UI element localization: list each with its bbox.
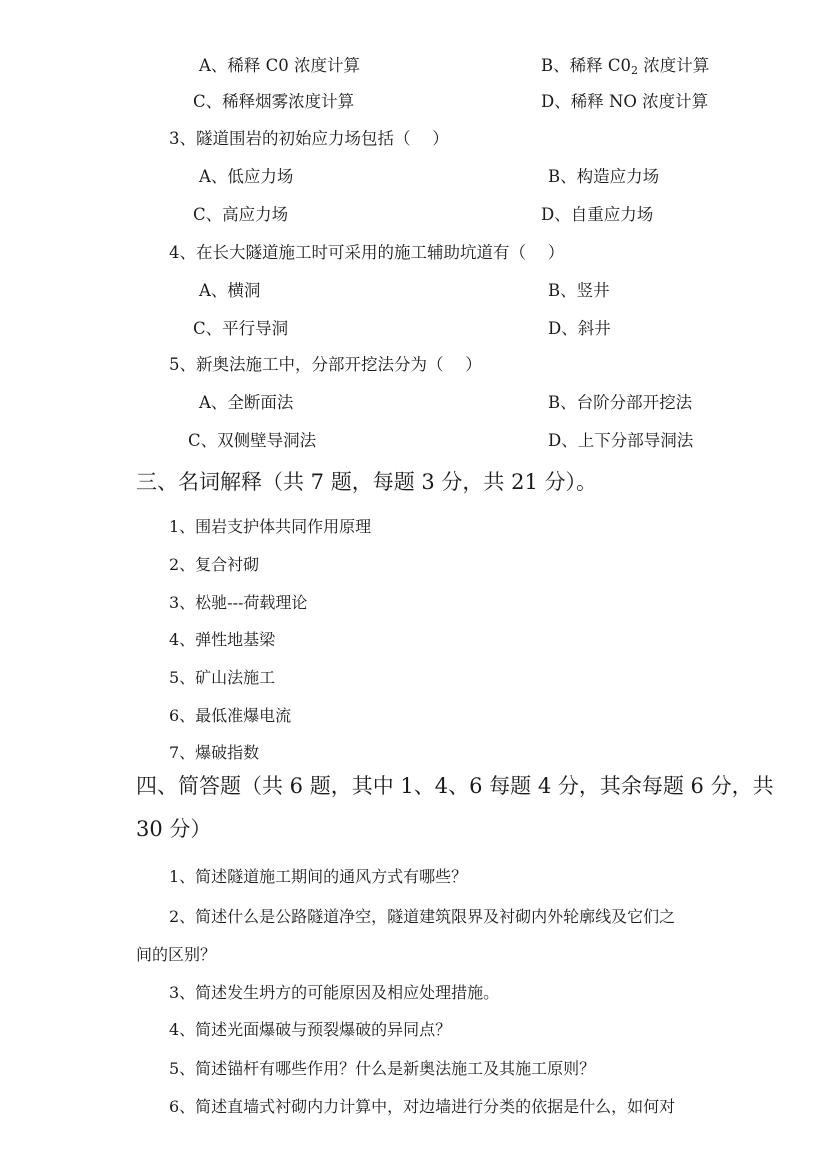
section4-item: 3、简述发生坍方的可能原因及相应处理措施。 (169, 983, 500, 1002)
section4-item: 1、简述隧道施工期间的通风方式有哪些？ (169, 867, 468, 886)
q4-option-c: C、平行导洞 (193, 319, 289, 338)
q5-stem: 5、新奥法施工中，分部开挖法分为（ ） (169, 355, 482, 374)
section3-item: 2、复合衬砌 (169, 555, 260, 574)
q4-option-d: D、斜井 (548, 319, 611, 338)
q2-option-a: A、稀释 C0 浓度计算 (199, 56, 361, 75)
q4-option-b: B、竖井 (548, 281, 610, 300)
section4-heading-line2: 30 分） (136, 817, 212, 841)
section4-item: 6、简述直墙式衬砌内力计算中，对边墙进行分类的依据是什么，如何对 (169, 1097, 676, 1116)
q5-option-c: C、双侧壁导洞法 (188, 431, 317, 450)
q4-option-a: A、横洞 (199, 281, 261, 300)
section4-item-continuation: 间的区别？ (136, 945, 217, 964)
q3-option-c: C、高应力场 (193, 205, 289, 224)
section3-item: 7、爆破指数 (169, 743, 260, 762)
q2-option-b-subscript: 2 (631, 64, 638, 77)
section3-item: 4、弹性地基梁 (169, 630, 276, 649)
section4-item: 4、简述光面爆破与预裂爆破的异同点？ (169, 1020, 452, 1039)
q2-option-b-suffix: 浓度计算 (638, 56, 710, 75)
q2-option-c: C、稀释烟雾浓度计算 (193, 92, 355, 111)
q3-stem: 3、隧道围岩的初始应力场包括（ ） (169, 129, 449, 148)
q2-option-b-prefix: B、稀释 C0 (541, 56, 631, 75)
section3-item: 6、最低准爆电流 (169, 706, 292, 725)
section4-item: 2、简述什么是公路隧道净空，隧道建筑限界及衬砌内外轮廓线及它们之 (169, 907, 676, 926)
section4-item: 5、简述锚杆有哪些作用？什么是新奥法施工及其施工原则？ (169, 1059, 596, 1078)
q3-option-d: D、自重应力场 (541, 205, 654, 224)
q4-stem: 4、在长大隧道施工时可采用的施工辅助坑道有（ ） (169, 243, 565, 262)
section3-item: 3、松驰---荷载理论 (169, 593, 308, 612)
section3-item: 5、矿山法施工 (169, 668, 276, 687)
q2-option-b (541, 55, 709, 82)
q3-option-b: B、构造应力场 (548, 167, 660, 186)
q5-option-d: D、上下分部导洞法 (548, 431, 694, 450)
section4-heading-line1: 四、简答题（共 6 题，其中 1、4、6 每题 4 分，其余每题 6 分，共 (136, 774, 774, 798)
q5-option-a: A、全断面法 (199, 393, 294, 412)
section3-heading: 三、名词解释（共 7 题，每题 3 分，共 21 分）。 (136, 470, 597, 494)
q2-option-d: D、稀释 NO 浓度计算 (541, 92, 709, 111)
q5-option-b: B、台阶分部开挖法 (548, 393, 693, 412)
section3-item: 1、围岩支护体共同作用原理 (169, 517, 372, 536)
q3-option-a: A、低应力场 (199, 167, 294, 186)
